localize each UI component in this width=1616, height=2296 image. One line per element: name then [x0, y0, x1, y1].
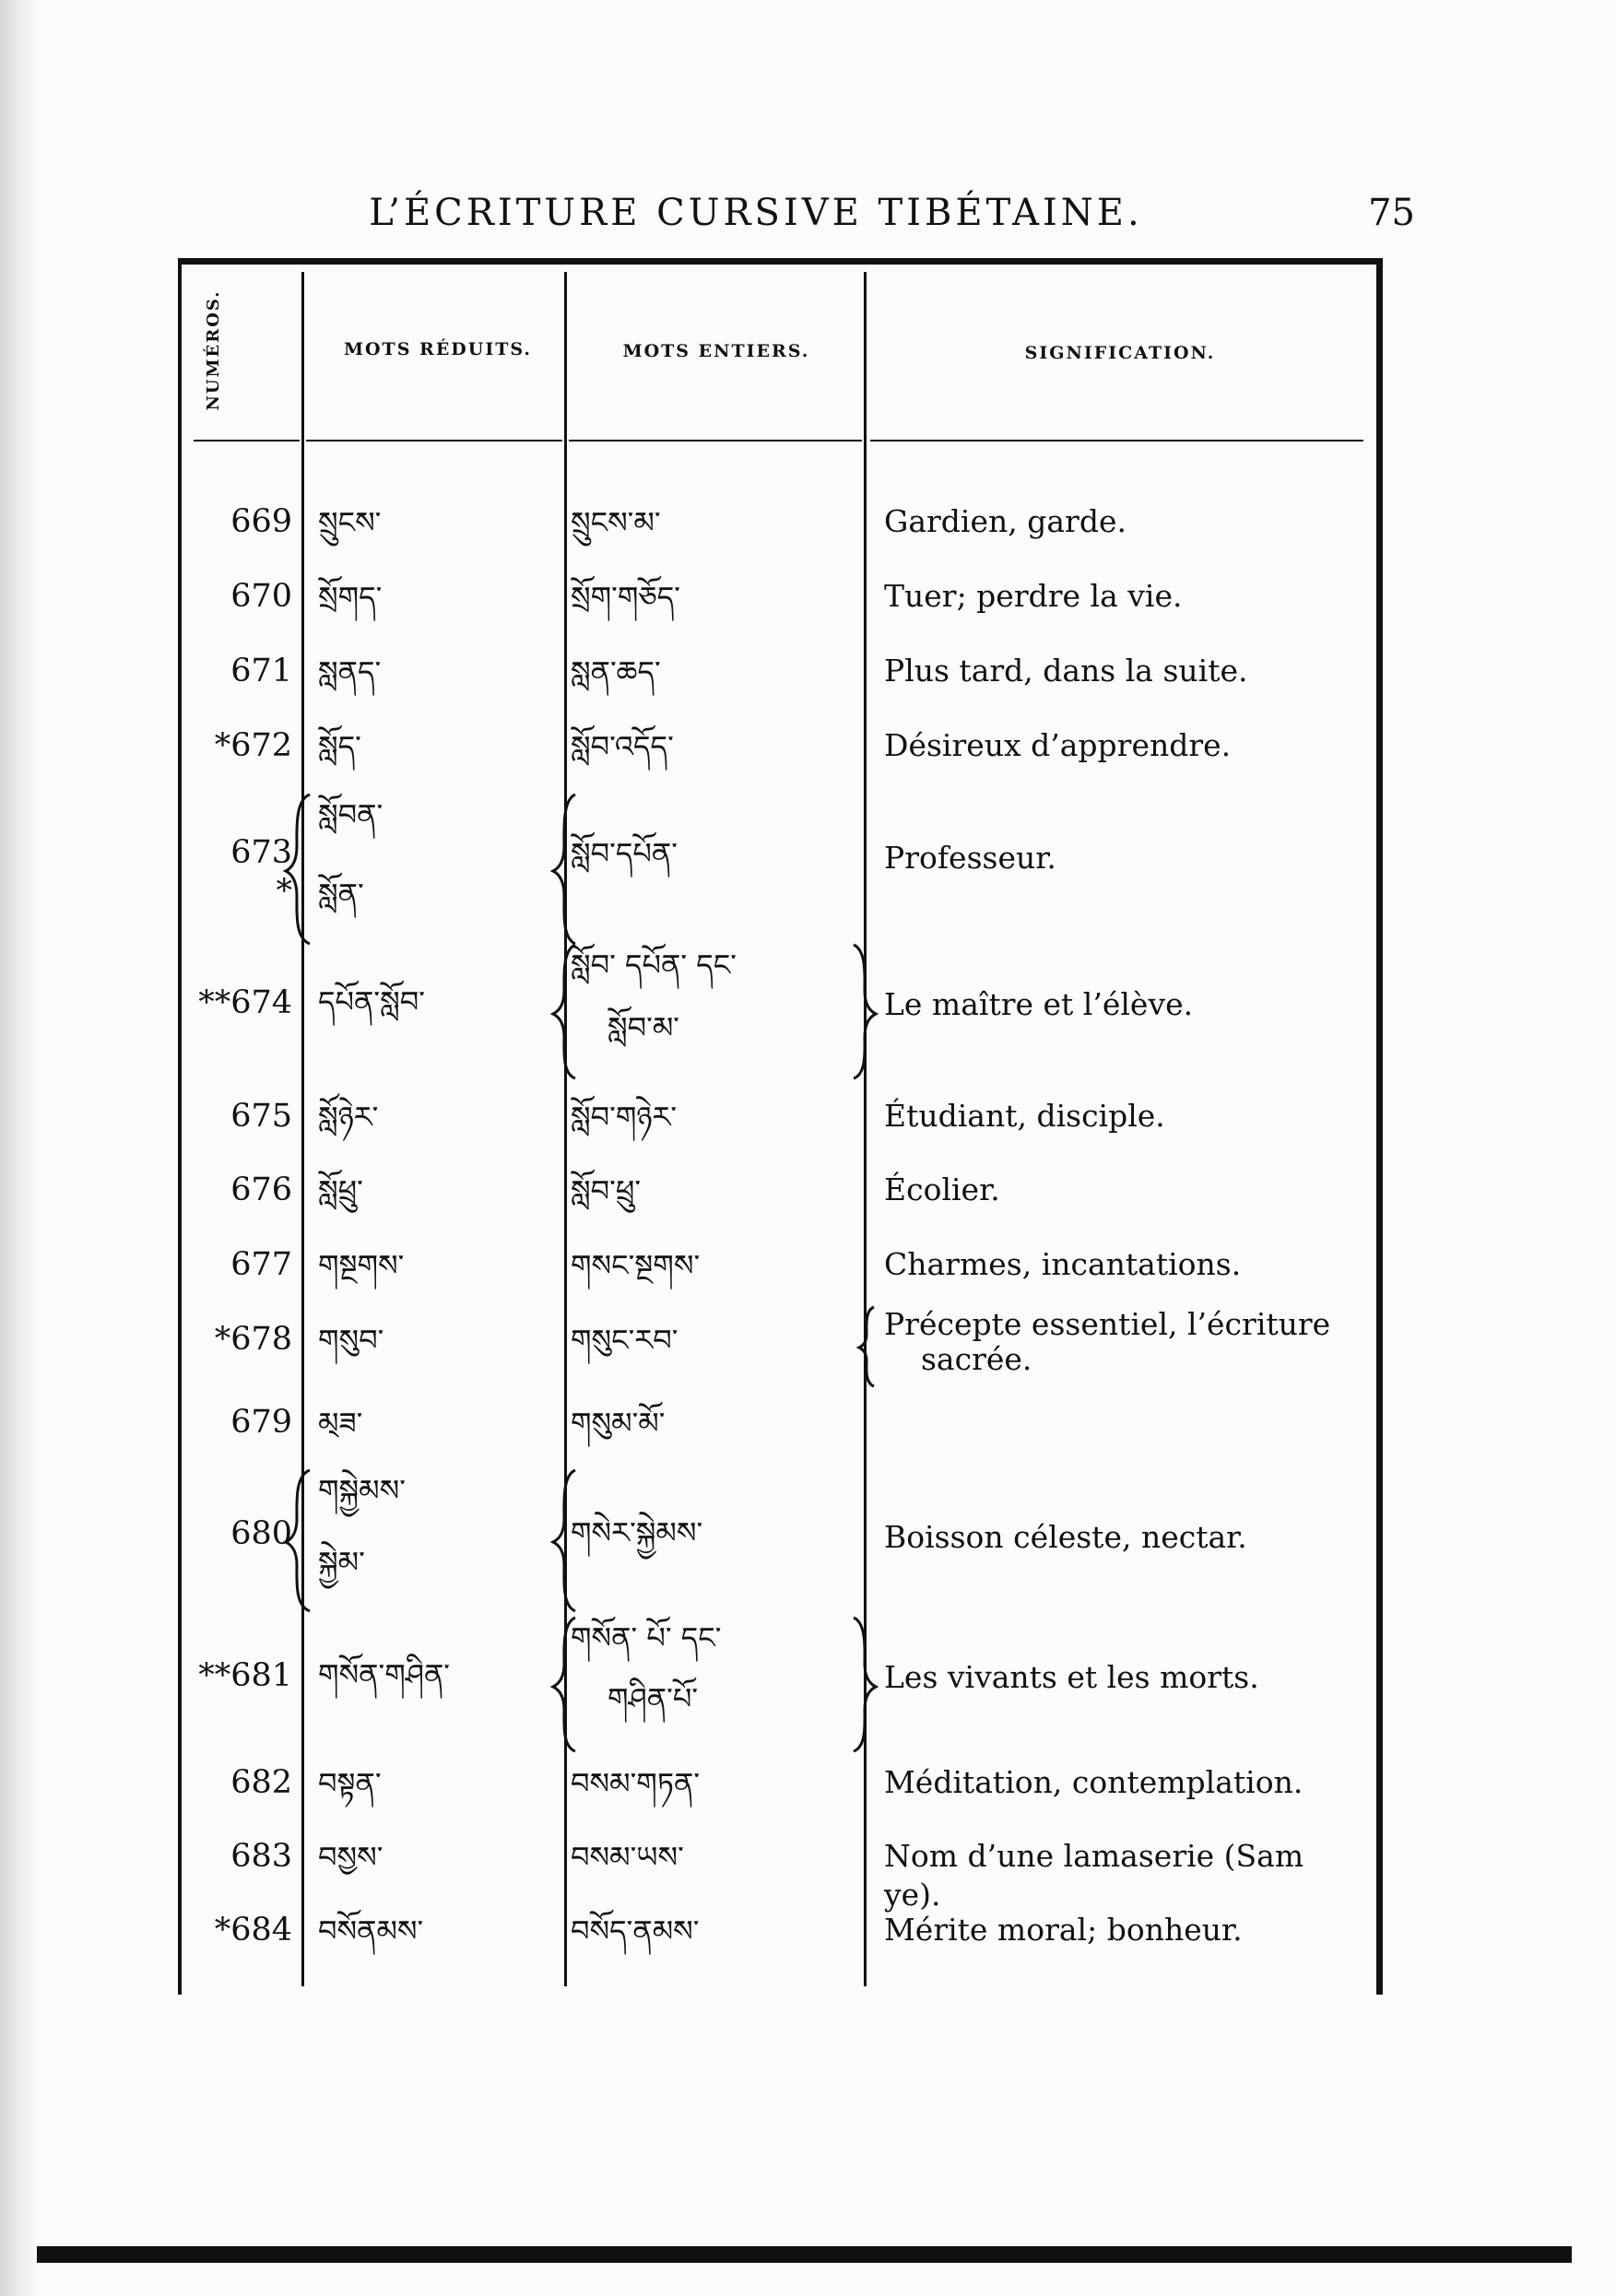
- meaning: Tuer; perdre la vie.: [884, 578, 1183, 614]
- meaning: Plus tard, dans la suite.: [884, 653, 1248, 689]
- row-number: **674: [198, 984, 292, 1021]
- full-word: སློབ་གཉེར་: [571, 1100, 678, 1135]
- reduced-word: དཔོན་སློབ་: [318, 984, 425, 1019]
- row-number: 675: [230, 1098, 292, 1135]
- meaning: Étudiant, disciple.: [884, 1098, 1165, 1134]
- reduced-word: སྲུངས་: [318, 505, 382, 540]
- meaning: Gardien, garde.: [884, 503, 1126, 539]
- full-word: སྲོག་གཅོད་: [571, 580, 680, 615]
- full-word: གསེར་སྐྱེམས་: [571, 1515, 703, 1550]
- meaning: Professeur.: [884, 840, 1056, 876]
- reduced-word: སྲོགད་: [318, 580, 383, 615]
- row-number: 676: [230, 1172, 292, 1208]
- row-number: 670: [230, 578, 292, 615]
- row-number: 677: [230, 1246, 292, 1283]
- meaning: Boisson céleste, nectar.: [884, 1519, 1247, 1555]
- reduced-word: གསྔགས་: [318, 1248, 405, 1283]
- reduced-word: མ྄ཟ་: [318, 1406, 363, 1441]
- meaning: Le maître et l’élève.: [884, 986, 1194, 1022]
- reduced-word: བསྟན་: [318, 1766, 382, 1801]
- full-word: སློབ་ཕྲུ་: [571, 1173, 642, 1208]
- full-word: བསམ་ཡས་: [571, 1840, 684, 1875]
- column-rule-2: [564, 272, 567, 1986]
- header-mots-entiers: MOTS ENTIERS.: [622, 341, 810, 361]
- reduced-word: གསྐྱེམས་: [318, 1473, 406, 1508]
- running-title: L’ÉCRITURE CURSIVE TIBÉTAINE.: [369, 192, 1143, 234]
- meaning: Méditation, contemplation.: [884, 1764, 1303, 1800]
- full-word: བསམ་གཏན་: [571, 1766, 701, 1801]
- meaning: Mérite moral; bonheur.: [884, 1912, 1243, 1948]
- reduced-word: སློད་: [318, 729, 361, 764]
- meaning-continued: sacrée.: [921, 1341, 1032, 1377]
- full-word: སློབ་འདོད་: [571, 729, 674, 764]
- row-number: *672: [214, 727, 292, 764]
- reduced-word: སློཉེར་: [318, 1100, 379, 1135]
- row-number: *684: [214, 1912, 292, 1949]
- meaning: Charmes, incantations.: [884, 1246, 1242, 1282]
- meaning: Désireux d’apprendre.: [884, 727, 1232, 763]
- row-number: **681: [198, 1657, 292, 1694]
- meaning: Écolier.: [884, 1172, 1000, 1207]
- row-number: 680: [230, 1515, 292, 1552]
- header-rule-right: [870, 440, 1363, 442]
- column-rule-1: [301, 272, 304, 1986]
- row-number: 683: [230, 1838, 292, 1875]
- full-word-continued: གཤིན་པོ་: [607, 1681, 699, 1716]
- reduced-word: བསྱས་: [318, 1840, 383, 1875]
- reduced-word: སླནད་: [318, 654, 382, 689]
- full-word: གསང་སྔགས་: [571, 1248, 701, 1283]
- header-numeros: NUMÉROS.: [204, 289, 223, 411]
- row-number: *678: [214, 1321, 292, 1358]
- reduced-word: གསོན་གཤིན་: [318, 1657, 451, 1692]
- row-number: 679: [230, 1404, 292, 1441]
- reduced-word: གསུབ་: [318, 1323, 384, 1358]
- header-signification: SIGNIFICATION.: [1024, 343, 1216, 363]
- page-number: 75: [1368, 192, 1415, 234]
- header-rule-mid2: [569, 440, 862, 442]
- bottom-rule: [37, 2246, 1572, 2263]
- full-word: གསུམ་མོ་: [571, 1406, 666, 1441]
- reduced-word-variant: སློན་: [318, 877, 364, 912]
- page-left-edge-shadow: [0, 0, 39, 2296]
- meaning: Les vivants et les morts.: [884, 1659, 1259, 1695]
- header-mots-reduits: MOTS RÉDUITS.: [343, 339, 533, 359]
- header-rule-left: [194, 440, 300, 442]
- row-number-asterisk: *: [276, 873, 292, 910]
- reduced-word: སློཕྲུ་: [318, 1173, 363, 1208]
- row-number: 682: [230, 1764, 292, 1801]
- reduced-word: སློབན་: [318, 797, 383, 832]
- row-number: 669: [230, 503, 292, 540]
- meaning: Précepte essentiel, l’écriture: [884, 1306, 1331, 1342]
- full-word: བསོད་ནམས་: [571, 1913, 700, 1949]
- reduced-word-variant: སྐྱེམ་: [318, 1545, 365, 1580]
- full-word: གསོན་ པོ་ དང་: [571, 1620, 722, 1655]
- full-word: སློབ་དཔོན་: [571, 836, 678, 871]
- row-number: 671: [230, 653, 292, 689]
- row-number: 673: [230, 834, 292, 871]
- header-rule-mid1: [306, 440, 562, 442]
- full-word-continued: སློབ་མ་: [607, 1010, 680, 1045]
- full-word: སློབ་ དཔོན་ དང་: [571, 948, 737, 983]
- full-word: སླན་ཆད་: [571, 654, 661, 689]
- full-word: སྲུངས་མ་: [571, 505, 661, 540]
- full-word: གསུང་རབ་: [571, 1323, 678, 1358]
- meaning: Nom d’une lamaserie (Sam ye).: [884, 1838, 1304, 1913]
- reduced-word: བསོནམས་: [318, 1913, 424, 1949]
